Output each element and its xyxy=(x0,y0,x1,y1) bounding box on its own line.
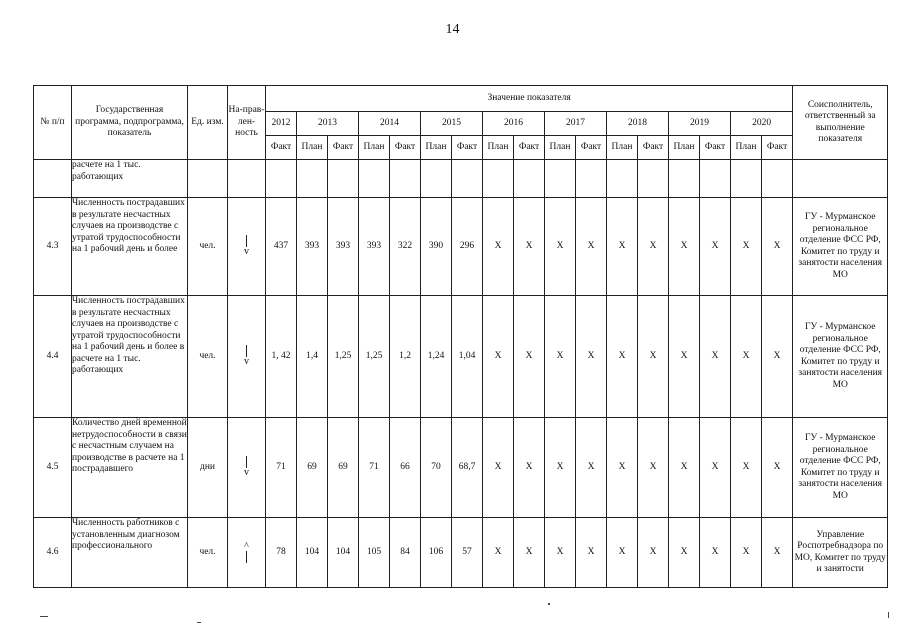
value-cell: Х xyxy=(545,296,576,418)
unit: чел. xyxy=(188,296,228,418)
value-cell: 106 xyxy=(421,518,452,588)
value-cell: Х xyxy=(669,296,700,418)
value-cell xyxy=(607,160,638,198)
subheader: План xyxy=(607,136,638,160)
value-cell xyxy=(452,160,483,198)
direction-symbol: v xyxy=(244,245,249,257)
value-cell xyxy=(514,160,545,198)
direction-symbol: v xyxy=(244,355,249,367)
header-num: № п/п xyxy=(34,86,72,160)
table-row xyxy=(34,198,888,296)
value-cell: 69 xyxy=(297,418,328,518)
table-row xyxy=(34,160,888,198)
value-cell xyxy=(762,160,793,198)
coexecutor: Управление Роспотребнадзора по МО, Комитет по труду и занятости xyxy=(793,518,888,588)
scan-dot xyxy=(548,603,550,605)
value-cell: Х xyxy=(731,418,762,518)
value-cell xyxy=(266,160,297,198)
value-cell: 104 xyxy=(297,518,328,588)
value-cell xyxy=(359,160,390,198)
value-cell: Х xyxy=(669,418,700,518)
table-row xyxy=(34,518,888,588)
indicator-name: Численность работников с установленным диагнозом профессионального xyxy=(72,518,188,588)
direction xyxy=(228,418,266,518)
coexecutor: ГУ - Мурманское региональное отделение ФСС РФ, Комитет по труду и занятости населения МО xyxy=(793,198,888,296)
value-cell: Х xyxy=(731,296,762,418)
value-cell: 1,04 xyxy=(452,296,483,418)
value-cell: Х xyxy=(700,418,731,518)
unit xyxy=(188,160,228,198)
down-arrow-icon xyxy=(244,456,249,477)
value-cell xyxy=(297,160,328,198)
indicator-name: Численность пострадавших в результате несчастных случаев на производстве с утратой трудоспособности на 1 рабочий день и более в расчете на 1 тыс. работающих xyxy=(72,296,188,418)
header-value-group: Значение показателя xyxy=(266,86,793,112)
page-number: 14 xyxy=(445,22,460,37)
subheader: Факт xyxy=(700,136,731,160)
value-cell: Х xyxy=(576,418,607,518)
year-2017: 2017 xyxy=(545,112,607,136)
year-2012: 2012 xyxy=(266,112,297,136)
value-cell: 1,24 xyxy=(421,296,452,418)
value-cell: Х xyxy=(762,296,793,418)
value-cell xyxy=(669,160,700,198)
value-cell: Х xyxy=(669,198,700,296)
down-arrow-icon xyxy=(244,345,249,366)
subheader: Факт xyxy=(638,136,669,160)
direction xyxy=(228,518,266,588)
subheader: План xyxy=(421,136,452,160)
value-cell: 296 xyxy=(452,198,483,296)
direction xyxy=(228,296,266,418)
subheader: План xyxy=(669,136,700,160)
value-cell: 105 xyxy=(359,518,390,588)
value-cell: Х xyxy=(638,518,669,588)
subheader: План xyxy=(483,136,514,160)
row-number: 4.4 xyxy=(34,296,72,418)
value-cell: Х xyxy=(731,518,762,588)
value-cell: 393 xyxy=(297,198,328,296)
value-cell xyxy=(421,160,452,198)
header-unit: Ед. изм. xyxy=(188,86,228,160)
value-cell: Х xyxy=(607,518,638,588)
subheader: Факт xyxy=(452,136,483,160)
value-cell: 322 xyxy=(390,198,421,296)
value-cell: Х xyxy=(762,518,793,588)
direction xyxy=(228,198,266,296)
value-cell: Х xyxy=(514,418,545,518)
coexecutor xyxy=(793,160,888,198)
header-direction: На-прав-лен-ность xyxy=(228,86,266,160)
header-coexecutor: Соисполнитель, ответственный за выполнение показателя xyxy=(793,86,888,160)
row-number xyxy=(34,160,72,198)
scan-dot xyxy=(40,616,48,617)
value-cell: Х xyxy=(545,518,576,588)
value-cell: 57 xyxy=(452,518,483,588)
value-cell: Х xyxy=(483,418,514,518)
value-cell: Х xyxy=(576,296,607,418)
table-body xyxy=(34,160,888,588)
value-cell: 66 xyxy=(390,418,421,518)
indicators-table xyxy=(33,85,888,588)
coexecutor: ГУ - Мурманское региональное отделение ФСС РФ, Комитет по труду и занятости населения МО xyxy=(793,418,888,518)
value-cell: Х xyxy=(638,296,669,418)
unit: чел. xyxy=(188,518,228,588)
value-cell: Х xyxy=(514,518,545,588)
value-cell: Х xyxy=(638,418,669,518)
value-cell: Х xyxy=(483,198,514,296)
value-cell: 84 xyxy=(390,518,421,588)
value-cell xyxy=(576,160,607,198)
indicator-name: Количество дней временной нетрудоспособности в связи с несчастным случаем на производстве в расчете на 1 пострадавшего xyxy=(72,418,188,518)
value-cell xyxy=(328,160,359,198)
year-2014: 2014 xyxy=(359,112,421,136)
value-cell: 104 xyxy=(328,518,359,588)
value-cell: 1,2 xyxy=(390,296,421,418)
direction-symbol: v xyxy=(244,466,249,478)
value-cell: 393 xyxy=(328,198,359,296)
value-cell: Х xyxy=(514,198,545,296)
table-row xyxy=(34,418,888,518)
unit: чел. xyxy=(188,198,228,296)
value-cell: 71 xyxy=(266,418,297,518)
subheader: Факт xyxy=(328,136,359,160)
indicator-name: Численность пострадавших в результате несчастных случаев на производстве с утратой трудоспособности на 1 рабочий день и более xyxy=(72,198,188,296)
value-cell xyxy=(390,160,421,198)
value-cell: Х xyxy=(545,418,576,518)
value-cell: 390 xyxy=(421,198,452,296)
year-2016: 2016 xyxy=(483,112,545,136)
value-cell: Х xyxy=(514,296,545,418)
value-cell: Х xyxy=(483,296,514,418)
indicator-name: расчете на 1 тыс. работающих xyxy=(72,160,188,198)
year-2020: 2020 xyxy=(731,112,793,136)
value-cell xyxy=(638,160,669,198)
value-cell: 1, 42 xyxy=(266,296,297,418)
year-2019: 2019 xyxy=(669,112,731,136)
value-cell: Х xyxy=(669,518,700,588)
value-cell xyxy=(545,160,576,198)
year-2013: 2013 xyxy=(297,112,359,136)
year-2018: 2018 xyxy=(607,112,669,136)
value-cell xyxy=(700,160,731,198)
value-cell: 70 xyxy=(421,418,452,518)
subheader: План xyxy=(545,136,576,160)
subheader: Факт xyxy=(576,136,607,160)
subheader: План xyxy=(359,136,390,160)
subheader: План xyxy=(297,136,328,160)
value-cell: Х xyxy=(700,518,731,588)
subheader: Факт xyxy=(514,136,545,160)
subheader: Факт xyxy=(266,136,297,160)
value-cell: 437 xyxy=(266,198,297,296)
subheader: План xyxy=(731,136,762,160)
subheader: Факт xyxy=(762,136,793,160)
value-cell: 71 xyxy=(359,418,390,518)
value-cell: Х xyxy=(638,198,669,296)
value-cell: Х xyxy=(762,198,793,296)
value-cell: 393 xyxy=(359,198,390,296)
year-2015: 2015 xyxy=(421,112,483,136)
value-cell xyxy=(731,160,762,198)
value-cell xyxy=(483,160,514,198)
direction xyxy=(228,160,266,198)
value-cell: Х xyxy=(607,296,638,418)
row-number: 4.5 xyxy=(34,418,72,518)
down-arrow-icon xyxy=(244,235,249,256)
scan-dot xyxy=(197,622,201,623)
direction-symbol: ^ xyxy=(244,541,249,552)
value-cell: Х xyxy=(576,198,607,296)
value-cell: 78 xyxy=(266,518,297,588)
scan-dot xyxy=(888,612,889,618)
value-cell: Х xyxy=(700,198,731,296)
value-cell: 69 xyxy=(328,418,359,518)
table-row xyxy=(34,296,888,418)
value-cell: Х xyxy=(607,418,638,518)
value-cell: 1,25 xyxy=(328,296,359,418)
subheader: Факт xyxy=(390,136,421,160)
up-arrow-icon xyxy=(244,542,249,563)
value-cell: Х xyxy=(576,518,607,588)
header-program: Государственная программа, подпрограмма, показатель xyxy=(72,86,188,160)
value-cell: Х xyxy=(607,198,638,296)
unit: дни xyxy=(188,418,228,518)
value-cell: Х xyxy=(762,418,793,518)
value-cell: Х xyxy=(483,518,514,588)
value-cell: 1,25 xyxy=(359,296,390,418)
coexecutor: ГУ - Мурманское региональное отделение ФСС РФ, Комитет по труду и занятости населения МО xyxy=(793,296,888,418)
table-header xyxy=(34,86,888,160)
row-number: 4.6 xyxy=(34,518,72,588)
value-cell: 1,4 xyxy=(297,296,328,418)
value-cell: Х xyxy=(700,296,731,418)
value-cell: Х xyxy=(731,198,762,296)
row-number: 4.3 xyxy=(34,198,72,296)
value-cell: 68,7 xyxy=(452,418,483,518)
value-cell: Х xyxy=(545,198,576,296)
